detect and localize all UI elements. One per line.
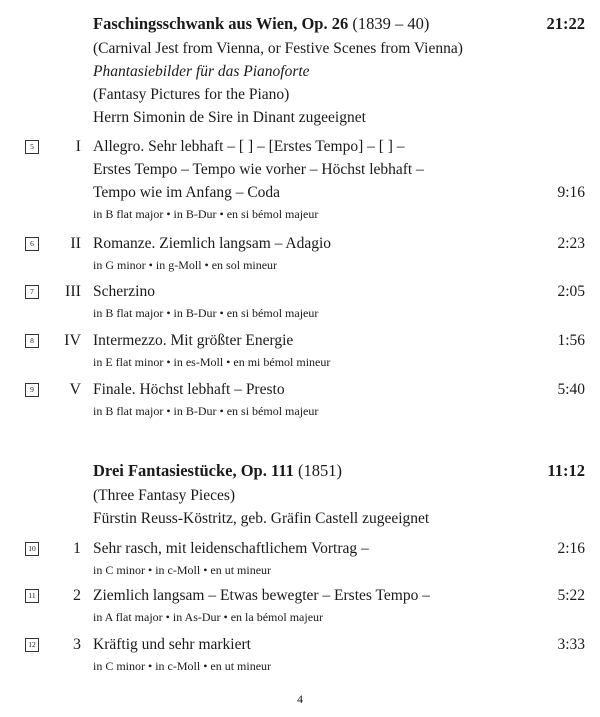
track-number-box: 8 <box>25 334 39 348</box>
work-title-line <box>93 12 429 36</box>
movement-duration: 5:40 <box>557 381 585 398</box>
movement-title-line: Allegro. Sehr lebhaft – [ ] – [Erstes Tempo] – [ ] – <box>93 138 405 155</box>
work-total-duration: 11:12 <box>547 461 585 480</box>
work-subtitle-english: (Three Fantasy Pieces) <box>93 487 236 504</box>
movement-key: in C minor • in c-Moll • en ut mineur <box>93 563 272 577</box>
work-years: (1851) <box>298 461 343 480</box>
movement-title-line: Tempo wie im Anfang – Coda <box>93 184 281 201</box>
movement-number: 2 <box>73 587 81 604</box>
movement-title-line: Kräftig und sehr markiert <box>93 636 251 653</box>
track-number-box: 6 <box>25 237 39 251</box>
work-subtitle-german: Phantasiebilder für das Pianoforte <box>93 63 310 80</box>
movement-title-line: Ziemlich langsam – Etwas bewegter – Erstes Tempo – <box>93 587 430 604</box>
track-number-box: 11 <box>25 589 39 603</box>
track-number-box: 12 <box>25 638 39 652</box>
movement-key: in B flat major • in B-Dur • en si bémol majeur <box>93 306 319 320</box>
work-fantasiestuecke <box>0 459 600 527</box>
movement-title-line: Intermezzo. Mit größter Energie <box>93 332 294 349</box>
track-number-box: 10 <box>25 542 39 556</box>
work-subtitle: (Carnival Jest from Vienna, or Festive Scenes from Vienna) <box>93 40 463 57</box>
work-title-line <box>93 459 342 483</box>
movement-number: 3 <box>73 636 81 653</box>
work-faschingsschwank <box>0 12 600 126</box>
movement-number: V <box>69 381 81 398</box>
work-years: (1839 – 40) <box>352 14 430 33</box>
work-title: Drei Fantasiestücke, Op. 111 <box>93 461 294 480</box>
track-number-box: 7 <box>25 285 39 299</box>
movement-number: I <box>75 138 81 155</box>
movement-duration: 3:33 <box>557 636 585 653</box>
page-number: 4 <box>297 692 303 706</box>
movement-number: II <box>70 235 81 252</box>
movement-title-line: Sehr rasch, mit leidenschaftlichem Vortrag – <box>93 540 369 557</box>
work-title: Faschingsschwank aus Wien, Op. 26 <box>93 14 349 33</box>
work-subtitle-english: (Fantasy Pictures for the Piano) <box>93 86 290 103</box>
movement-key: in B flat major • in B-Dur • en si bémol majeur <box>93 404 319 418</box>
movement-key: in B flat major • in B-Dur • en si bémol majeur <box>93 207 319 221</box>
movement-duration: 2:05 <box>557 283 585 300</box>
movement-title-line: Romanze. Ziemlich langsam – Adagio <box>93 235 332 252</box>
work-dedication: Fürstin Reuss-Köstritz, geb. Gräfin Castell zugeeignet <box>93 510 430 527</box>
movement-number: IV <box>64 332 81 349</box>
movement-key: in A flat major • in As-Dur • en la bémol majeur <box>93 610 324 624</box>
movement-key: in G minor • in g-Moll • en sol mineur <box>93 258 278 272</box>
work-dedication: Herrn Simonin de Sire in Dinant zugeeignet <box>93 109 366 126</box>
movement-key: in E flat minor • in es-Moll • en mi bémol mineur <box>93 355 331 369</box>
movement-key: in C minor • in c-Moll • en ut mineur <box>93 659 272 673</box>
movement-duration: 5:22 <box>557 587 585 604</box>
movement-duration: 2:23 <box>557 235 585 252</box>
movement-duration: 1:56 <box>557 332 585 349</box>
movement-number: III <box>65 283 81 300</box>
track-number-box: 5 <box>25 140 39 154</box>
track-number-box: 9 <box>25 383 39 397</box>
movement-duration: 2:16 <box>557 540 585 557</box>
movement-title-line: Scherzino <box>93 283 155 300</box>
movement-title-line: Finale. Höchst lebhaft – Presto <box>93 381 285 398</box>
work-total-duration: 21:22 <box>546 14 585 33</box>
work-header <box>0 459 600 483</box>
movement-title-line: Erstes Tempo – Tempo wie vorher – Höchst lebhaft – <box>93 161 424 178</box>
movement-number: 1 <box>73 540 81 557</box>
work-header <box>0 12 600 36</box>
movement-duration: 9:16 <box>557 184 585 201</box>
